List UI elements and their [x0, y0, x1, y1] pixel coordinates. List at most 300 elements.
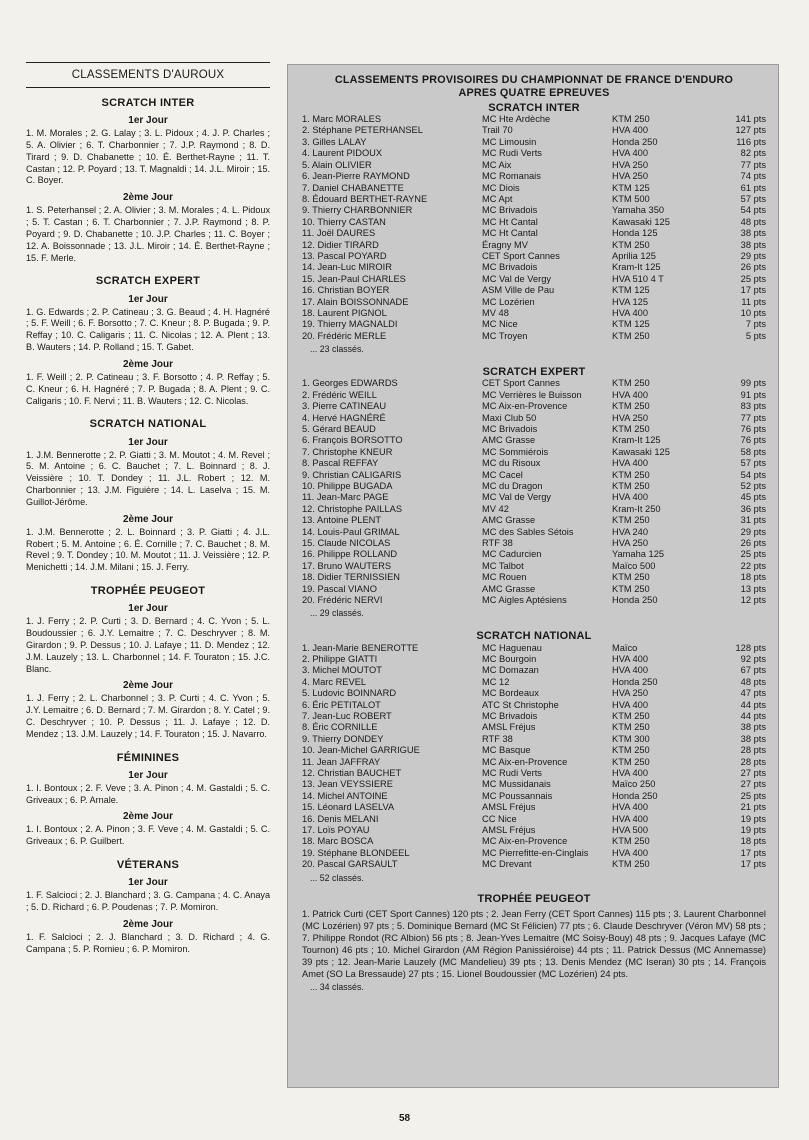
rider-name: 4. Hervé HAGNÉRÉ [302, 412, 386, 423]
table-row [302, 390, 766, 401]
club-name: MC Hte Ardèche [482, 114, 551, 125]
club-name: MC des Sables Sétois [482, 526, 574, 537]
points: 25 pts [740, 273, 766, 284]
points: 26 pts [740, 262, 766, 273]
machine: KTM 250 [612, 239, 650, 250]
club-name: MC Rouen [482, 572, 527, 583]
club-name: MC Brivadois [482, 710, 538, 721]
points: 28 pts [740, 745, 766, 756]
club-name: MC Limousin [482, 136, 537, 147]
machine: HVA 400 [612, 813, 649, 824]
championship-title-line2: APRES QUATRE EPREUVES [458, 87, 610, 100]
table-row [302, 836, 766, 847]
points: 36 pts [740, 503, 766, 514]
table-row [302, 538, 766, 549]
table-row [302, 160, 766, 171]
club-name: MC Verrières le Buisson [482, 389, 582, 400]
club-name: RTF 38 [482, 537, 513, 548]
club-name: Éragny MV [482, 239, 528, 250]
rider-name: 1. Jean-Marie BENEROTTE [302, 642, 419, 653]
rider-name: 16. Philippe ROLLAND [302, 549, 398, 560]
points: 22 pts [740, 560, 766, 571]
machine: KTM 500 [612, 193, 650, 204]
table-row [302, 285, 766, 296]
table-row [302, 561, 766, 572]
rider-name: 20. Frédéric NERVI [302, 595, 383, 605]
day-results: 1. I. Bontoux ; 2. F. Veve ; 3. A. Pinon ; 4. M. Gastaldi ; 5. C. Griveaux ; 6. P. Arnale. [26, 782, 270, 805]
table-row [302, 791, 766, 802]
club-name: AMC Grasse [482, 583, 536, 594]
table-row [302, 688, 766, 699]
points: 19 pts [740, 825, 766, 835]
club-name: MC Poussannais [482, 790, 553, 801]
club-name: MC Basque [482, 745, 531, 756]
machine: KTM 250 [612, 515, 650, 526]
machine: Maïco 500 [612, 560, 656, 571]
club-name: ATC St Christophe [482, 699, 559, 710]
day-label: 2ème Jour [122, 192, 174, 204]
table-row [302, 504, 766, 515]
rider-name: 2. Frédéric WEILL [302, 389, 377, 400]
rider-name: 17. Bruno WAUTERS [302, 560, 392, 571]
machine: HVA 400 [612, 389, 649, 400]
rider-name: 9. Thierry CHARBONNIER [302, 205, 413, 216]
rider-name: 11. Joël DAURES [302, 228, 376, 239]
day-label: 2ème Jour [122, 811, 174, 823]
rider-name: 10. Thierry CASTAN [302, 216, 386, 227]
points: 25 pts [740, 549, 766, 560]
table-row [302, 527, 766, 538]
rider-name: 10. Philippe BUGADA [302, 480, 393, 491]
championship-title [302, 74, 766, 101]
rider-name: 17. Alain BOISSONNADE [302, 296, 409, 307]
points: 67 pts [740, 665, 766, 676]
day-label: 1er Jour [128, 769, 168, 781]
day-label: 1er Jour [128, 436, 168, 448]
table-row [302, 859, 766, 870]
club-name: MV 48 [482, 307, 509, 318]
day-results: 1. S. Peterhansel ; 2. A. Olivier ; 3. M. Morales ; 4. L. Pidoux ; 5. T. Castan ; 6. T. Charbonnier ; 7. J.P. Raymond ; 8. P. Poyard ; 9. D. Chabanette ; 10. J.P. Charles ; 11. C. Boyer ; 12. A. Boissonnade ; 13. J.L. Miroir ; 14. É. Berthet-Rayne ; 15. F. Merle. [26, 205, 270, 263]
machine: HVA 400 [612, 307, 649, 318]
table-row [302, 378, 766, 389]
table-row [302, 711, 766, 722]
table-row [302, 308, 766, 319]
club-name: CET Sport Cannes [482, 250, 560, 261]
table-row [302, 171, 766, 182]
rider-name: 20. Pascal GARSAULT [302, 859, 398, 870]
club-name: CC Nice [482, 813, 517, 824]
rider-name: 13. Jean VEYSSIERE [302, 779, 393, 790]
machine: KTM 250 [612, 423, 650, 434]
points: 74 pts [740, 171, 766, 182]
club-name: MC Cacel [482, 469, 523, 480]
club-name: MC Brivadois [482, 262, 538, 273]
machine: KTM 250 [612, 756, 650, 767]
table-row [302, 205, 766, 216]
points: 38 pts [740, 239, 766, 250]
rider-name: 6. François BORSOTTO [302, 435, 403, 446]
table-row [302, 549, 766, 560]
day-results: 1. F. Salcioci ; 2. J. Blanchard ; 3. D. Richard ; 4. G. Campana ; 5. P. Romieu ; 6. P. Momiron. [26, 932, 270, 954]
rider-name: 16. Denis MELANI [302, 813, 379, 824]
day-results: 1. J. Ferry ; 2. L. Charbonnel ; 3. P. Curti ; 4. C. Yvon ; 5. J.Y. Lemaitre ; 6. D. Bernard ; 7. M. Girardon ; 8. Y. Catel ; 9. C. Deschryver ; 10. P. Dessus ; 11. J. Lafaye ; 12. D. Mendez ; 13. J.M. Lauzely ; 14. F. Touraton ; 15. J. Navarro. [26, 693, 270, 739]
inter-section-title: SCRATCH INTER [488, 101, 580, 114]
rider-name: 9. Christian CALIGARIS [302, 469, 402, 480]
points: 44 pts [740, 710, 766, 721]
rider-name: 17. Loïs POYAU [302, 825, 370, 835]
club-name: MC Pierrefitte-en-Cinglais [482, 847, 589, 858]
machine: KTM 125 [612, 182, 650, 193]
section-title: SCRATCH NATIONAL [89, 418, 207, 431]
points: 141 pts [735, 114, 766, 125]
day-results: 1. J.M. Bennerotte ; 2. P. Giatti ; 3. M. Moutot ; 4. M. Revel ; 5. M. Antoine ; 6. C. Bauchet ; 7. L. Boinnard ; 8. J. Veissière ; 10. T. Dondey ; 11. J.L. Robert ; 12. M. Charbonnier ; 13. J.M. Figuière ; 14. L. Laselva ; 15. M. Guillot-Jérôme. [26, 449, 270, 507]
table-row [302, 125, 766, 136]
machine: Kawasaki 125 [612, 446, 670, 457]
rider-name: 11. Jean-Marc PAGE [302, 492, 389, 503]
club-name: MC Lozérien [482, 296, 535, 307]
rider-name: 14. Jean-Luc MIROIR [302, 262, 392, 273]
club-name: MC Brivadois [482, 423, 538, 434]
table-row [302, 677, 766, 688]
table-row [302, 331, 766, 342]
machine: KTM 250 [612, 378, 650, 389]
points: 83 pts [740, 401, 766, 412]
machine: HVA 250 [612, 159, 649, 170]
expert-results-table [302, 378, 766, 606]
club-name: MC Aix-en-Provence [482, 401, 568, 412]
rider-name: 13. Pascal POYARD [302, 250, 387, 261]
table-row [302, 848, 766, 859]
day-results: 1. J.M. Bennerotte ; 2. L. Boinnard ; 3. P. Giatti ; 4. J.L. Robert ; 5. M. Antoine ; 6. É. Cornille ; 7. C. Bauchet ; 8. M. Revel ; 9. T. Dondey ; 10. M. Moutot ; 11. J. Veissière ; 12. P. Menichetti ; 14. J.M. Milani ; 15. J. Ferry. [26, 526, 270, 573]
day-label: 1er Jour [128, 293, 168, 305]
day-label: 1er Jour [128, 877, 168, 889]
club-name: ASM Ville de Pau [482, 285, 555, 296]
table-row [302, 802, 766, 813]
club-name: MC Cadurcien [482, 549, 542, 560]
machine: HVA 400 [612, 699, 649, 710]
machine: Yamaha 350 [612, 205, 665, 216]
points: 91 pts [740, 389, 766, 400]
rider-name: 8. Pascal REFFAY [302, 458, 379, 469]
machine: Aprilia 125 [612, 250, 656, 261]
machine: KTM 250 [612, 722, 650, 733]
points: 5 pts [745, 330, 766, 341]
machine: HVA 400 [612, 847, 649, 858]
machine: KTM 250 [612, 469, 650, 480]
machine: KTM 250 [612, 583, 650, 594]
machine: KTM 250 [612, 401, 650, 412]
rider-name: 4. Laurent PIDOUX [302, 148, 383, 159]
table-row [302, 194, 766, 205]
table-row [302, 217, 766, 228]
peugeot-section-title: TROPHÉE PEUGEOT [477, 892, 591, 905]
table-row [302, 114, 766, 125]
machine: HVA 250 [612, 688, 649, 699]
machine: HVA 240 [612, 526, 649, 537]
day-results: 1. I. Bontoux ; 2. A. Pinon ; 3. F. Veve ; 4. M. Gastaldi ; 5. C. Griveaux ; 6. P. Guilbert. [26, 824, 270, 847]
table-row [302, 757, 766, 768]
club-name: MC Apt [482, 193, 513, 204]
table-row [302, 595, 766, 606]
table-row [302, 183, 766, 194]
rider-name: 3. Pierre CATINEAU [302, 401, 387, 412]
table-row [302, 424, 766, 435]
rider-name: 6. Éric PETITALOT [302, 699, 381, 710]
points: 11 pts [741, 296, 766, 307]
section-title: VÉTERANS [116, 859, 180, 872]
points: 17 pts [740, 285, 766, 296]
points: 99 pts [740, 378, 766, 389]
machine: KTM 250 [612, 745, 650, 756]
machine: KTM 250 [612, 836, 650, 847]
rider-name: 4. Marc REVEL [302, 676, 367, 687]
table-row [302, 779, 766, 790]
rider-name: 15. Claude NICOLAS [302, 537, 391, 548]
club-name: MC Troyen [482, 330, 528, 341]
points: 57 pts [740, 193, 766, 204]
day-label: 1er Jour [128, 603, 168, 615]
club-name: AMSL Fréjus [482, 825, 536, 835]
machine: Honda 125 [612, 228, 658, 239]
day-results: 1. F. Salcioci ; 2. J. Blanchard ; 3. G. Campana ; 4. C. Anaya ; 5. D. Richard ; 6. P. Poudenas ; 7. P. Momiron. [26, 890, 270, 913]
club-name: MC Rudi Verts [482, 767, 542, 778]
points: 48 pts [740, 216, 766, 227]
points: 18 pts [740, 572, 766, 583]
rider-name: 7. Christophe KNEUR [302, 446, 393, 457]
machine: Maïco 250 [612, 779, 656, 790]
points: 54 pts [740, 205, 766, 216]
points: 116 pts [736, 136, 766, 147]
table-row [302, 643, 766, 654]
expert-section-title: SCRATCH EXPERT [482, 366, 586, 379]
table-row [302, 137, 766, 148]
club-name: AMC Grasse [482, 435, 536, 446]
machine: KTM 250 [612, 710, 650, 721]
club-name: MC Aigles Aptésiens [482, 595, 567, 605]
table-row [302, 745, 766, 756]
club-name: MC Bordeaux [482, 688, 539, 699]
table-row [302, 413, 766, 424]
machine: HVA 400 [612, 492, 649, 503]
rider-name: 7. Daniel CHABANETTE [302, 182, 404, 193]
points: 38 pts [740, 722, 766, 733]
points: 21 pts [740, 802, 766, 813]
machine: Maïco [612, 642, 638, 653]
rider-name: 5. Alain OLIVIER [302, 159, 372, 170]
club-name: MC Nice [482, 319, 518, 330]
table-row [302, 148, 766, 159]
machine: KTM 250 [612, 572, 650, 583]
machine: HVA 125 [612, 296, 649, 307]
points: 38 pts [740, 228, 766, 239]
machine: Honda 250 [612, 790, 658, 801]
auroux-title: CLASSEMENTS D'AUROUX [26, 66, 270, 88]
machine: Honda 250 [612, 136, 658, 147]
club-name: MC Talbot [482, 560, 524, 571]
section-title: FÉMININES [116, 751, 180, 764]
club-name: MC Ht Cantal [482, 228, 538, 239]
table-row [302, 251, 766, 262]
section-title: TROPHÉE PEUGEOT [90, 584, 206, 597]
table-row [302, 665, 766, 676]
machine: HVA 250 [612, 171, 649, 182]
club-name: AMSL Fréjus [482, 722, 536, 733]
points: 61 pts [740, 182, 766, 193]
club-name: MC Rudi Verts [482, 148, 542, 159]
rider-name: 1. Georges EDWARDS [302, 378, 398, 389]
rider-name: 18. Didier TERNISSIEN [302, 572, 400, 583]
club-name: MC Sommiérois [482, 446, 549, 457]
national-classes-count: ... 52 classés. [310, 872, 364, 883]
points: 18 pts [740, 836, 766, 847]
top-rule [26, 62, 270, 63]
rider-name: 2. Stéphane PETERHANSEL [302, 125, 423, 136]
points: 82 pts [740, 148, 766, 159]
club-name: MC Val de Vergy [482, 273, 552, 284]
table-row [302, 825, 766, 836]
table-row [302, 228, 766, 239]
points: 29 pts [740, 250, 766, 261]
club-name: MC Mussidanais [482, 779, 551, 790]
auroux-column [26, 62, 270, 956]
table-row [302, 481, 766, 492]
table-row [302, 262, 766, 273]
championship-title-line1: CLASSEMENTS PROVISOIRES DU CHAMPIONNAT DE FRANCE D'ENDURO [334, 74, 734, 86]
day-results: 1. G. Edwards ; 2. P. Catineau ; 3. G. Beaud ; 4. H. Hagnéré ; 5. F. Weill ; 6. F. Borsotto ; 7. C. Kneur ; 8. P. Bugada ; 9. P. Reffay ; 10. C. Caligaris ; 11. C. Nicolas ; 12. A. Plent ; 13. B. Wauters ; 14. P. Rolland ; 15. T. Gabet. [26, 306, 270, 353]
table-row [302, 240, 766, 251]
machine: KTM 250 [612, 330, 650, 341]
table-row [302, 768, 766, 779]
club-name: MV 42 [482, 503, 509, 514]
points: 127 pts [735, 125, 766, 136]
points: 48 pts [740, 676, 766, 687]
inter-results-table [302, 114, 766, 342]
machine: HVA 400 [612, 665, 649, 676]
points: 77 pts [740, 412, 766, 423]
club-name: MC Aix-en-Provence [482, 836, 568, 847]
club-name: MC Aix [482, 159, 512, 170]
machine: HVA 400 [612, 653, 649, 664]
club-name: MC Ht Cantal [482, 216, 538, 227]
machine: Kawasaki 125 [612, 216, 670, 227]
club-name: MC Haguenau [482, 642, 542, 653]
table-row [302, 572, 766, 583]
rider-name: 15. Léonard LASELVA [302, 802, 395, 813]
table-row [302, 814, 766, 825]
club-name: MC 12 [482, 676, 510, 687]
club-name: MC Domazan [482, 665, 539, 676]
points: 45 pts [740, 492, 766, 503]
machine: KTM 125 [612, 285, 650, 296]
table-row [302, 734, 766, 745]
table-row [302, 297, 766, 308]
points: 19 pts [740, 813, 766, 824]
rider-name: 18. Marc BOSCA [302, 836, 374, 847]
club-name: MC Diois [482, 182, 520, 193]
table-row [302, 458, 766, 469]
table-row [302, 401, 766, 412]
rider-name: 18. Laurent PIGNOL [302, 307, 387, 318]
machine: HVA 250 [612, 412, 649, 423]
rider-name: 20. Frédéric MERLE [302, 330, 387, 341]
rider-name: 12. Didier TIRARD [302, 239, 379, 250]
table-row [302, 319, 766, 330]
machine: HVA 250 [612, 537, 649, 548]
rider-name: 1. Marc MORALES [302, 114, 382, 125]
rider-name: 6. Jean-Pierre RAYMOND [302, 171, 410, 182]
table-row [302, 447, 766, 458]
machine: HVA 500 [612, 825, 649, 835]
peugeot-results-text: 1. Patrick Curti (CET Sport Cannes) 120 pts ; 2. Jean Ferry (CET Sport Cannes) 115 pts ; 3. Laurent Charbonnel (MC Lozérien) 97 pts ; 5. Dominique Bernard (MC St Félicien) 77 pts ; 6. Claude Deschryver (Véron MV) 58 pts ; 7. Philippe Rondot (RC Albion) 56 pts ; 8. Jean-Yves Lemaitre (MC Soisy-Bouy) 48 pts ; 9. Jacques Lafaye (MC Tournon) 46 pts ; 10. Michel Girardon (AM Région Panissiéroise) 44 pts ; 11. Patrick Dessus (MC Annemasse) 39 pts ; 12. Jean-Marie Lauzely (MC Mandelieu) 39 pts ; 13. Denis Mendez (MC Iseran) 30 pts ; 14. François Amet (SO La Bressaude) 27 pts ; 15. Lionel Boudoussier (MC Lozérien) 24 pts. [302, 908, 766, 980]
club-name: MC Romanais [482, 171, 541, 182]
machine: KTM 250 [612, 480, 650, 491]
points: 7 pts [745, 319, 766, 330]
points: 12 pts [740, 595, 766, 605]
points: 92 pts [740, 653, 766, 664]
rider-name: 5. Gérard BEAUD [302, 423, 376, 434]
points: 29 pts [740, 526, 766, 537]
rider-name: 19. Thierry MAGNALDI [302, 319, 398, 330]
rider-name: 12. Christophe PAILLAS [302, 503, 403, 514]
day-label: 2ème Jour [122, 513, 174, 525]
day-results: 1. F. Weill ; 2. P. Catineau ; 3. F. Borsotto ; 4. P. Reffay ; 5. C. Kneur ; 6. H. Hagnéré ; 7. P. Bugada ; 8. A. Plent ; 9. C. Caligaris ; 10. F. Nervi ; 11. B. Wauters ; 12. C. Nicolas. [26, 371, 270, 406]
rider-name: 11. Jean JAFFRAY [302, 756, 381, 767]
points: 25 pts [740, 790, 766, 801]
points: 31 pts [740, 515, 766, 526]
page-number: 58 [398, 1113, 411, 1124]
rider-name: 15. Jean-Paul CHARLES [302, 273, 406, 284]
points: 52 pts [740, 480, 766, 491]
inter-classes-count: ... 23 classés. [310, 344, 364, 355]
rider-name: 19. Stéphane BLONDEEL [302, 847, 410, 858]
club-name: AMC Grasse [482, 515, 536, 526]
machine: HVA 400 [612, 802, 649, 813]
table-row [302, 470, 766, 481]
rider-name: 7. Jean-Luc ROBERT [302, 710, 392, 721]
rider-name: 9. Thierry DONDEY [302, 733, 384, 744]
expert-classes-count: ... 29 classés. [310, 608, 364, 619]
points: 58 pts [740, 446, 766, 457]
peugeot-classes-count: ... 34 classés. [310, 982, 364, 993]
club-name: Trail 70 [482, 125, 513, 136]
club-name: RTF 38 [482, 733, 513, 744]
rider-name: 10. Jean-Michel GARRIGUE [302, 745, 420, 756]
points: 54 pts [740, 469, 766, 480]
table-row [302, 700, 766, 711]
rider-name: 3. Gilles LALAY [302, 136, 367, 147]
machine: Yamaha 125 [612, 549, 665, 560]
points: 47 pts [740, 688, 766, 699]
rider-name: 14. Louis-Paul GRIMAL [302, 526, 400, 537]
points: 128 pts [735, 642, 766, 653]
national-section-title: SCRATCH NATIONAL [476, 630, 592, 643]
day-label: 2ème Jour [122, 358, 174, 370]
points: 27 pts [740, 779, 766, 790]
machine: Kram-It 125 [612, 262, 661, 273]
points: 13 pts [740, 583, 766, 594]
day-results: 1. M. Morales ; 2. G. Lalay ; 3. L. Pidoux ; 4. J. P. Charles ; 5. A. Olivier ; 6. T. Charbonnier ; 7. J.P. Raymond ; 8. D. Tirard ; 9. D. Chabanette ; 10. É. Berthet-Rayne ; 11. T. Castan ; 12. P. Poyard ; 13. T. Magnaldi ; 14. J.L. Miroir ; 15. C. Boyer. [26, 128, 270, 186]
points: 76 pts [740, 423, 766, 434]
points: 57 pts [740, 458, 766, 469]
day-results: 1. J. Ferry ; 2. P. Curti ; 3. D. Bernard ; 4. C. Yvon ; 5. L. Boudoussier ; 6. J.Y. Lemaitre ; 7. C. Deschryver ; 8. M. Girardon ; 9. P. Dessus ; 10. J. Lafaye ; 11. D. Mendez ; 12. J.M. Lauzely ; 13. L. Charbonnel ; 14. F. Touraton ; 15. J.C. Blanc. [26, 616, 270, 674]
machine: KTM 300 [612, 733, 650, 744]
club-name: MC Val de Vergy [482, 492, 552, 503]
table-row [302, 274, 766, 285]
club-name: Maxi Club 50 [482, 412, 537, 423]
points: 44 pts [740, 699, 766, 710]
club-name: MC du Risoux [482, 458, 541, 469]
machine: Honda 250 [612, 595, 658, 605]
